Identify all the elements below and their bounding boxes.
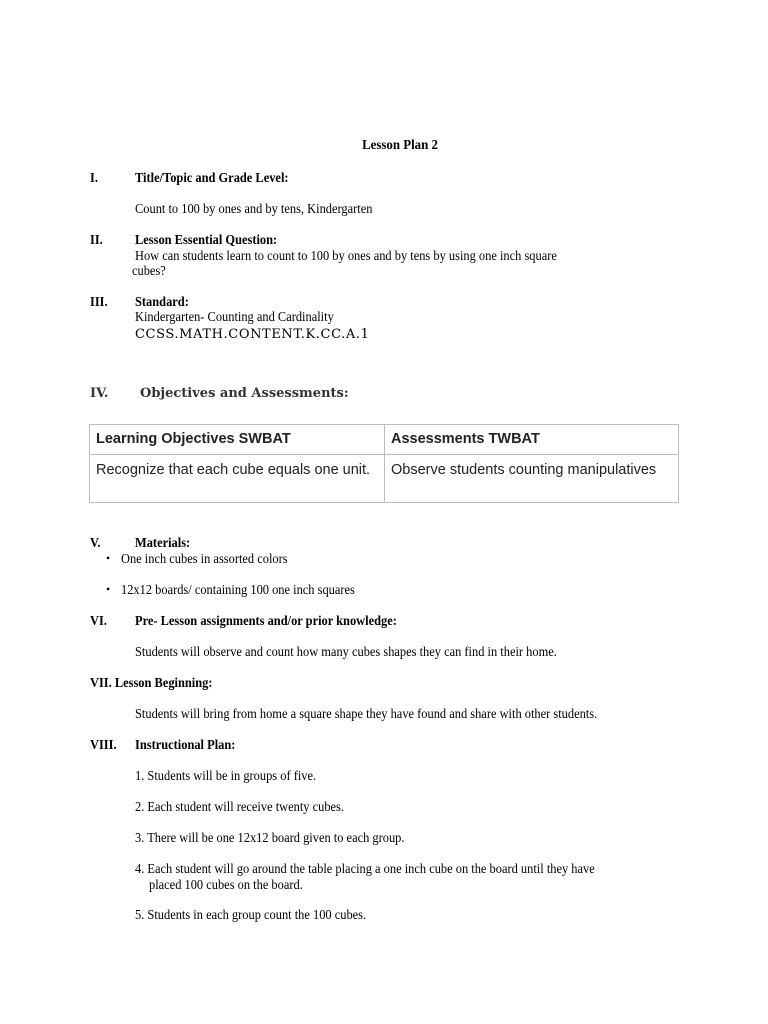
list-item: 1. Students will be in groups of five. (135, 768, 317, 783)
list-item-continuation: placed 100 cubes on the board. (149, 877, 303, 892)
section-1-body: Count to 100 by ones and by tens, Kindergarten (135, 201, 373, 216)
table-cell-objective: Recognize that each cube equals one unit. (90, 455, 385, 503)
section-3-body: Kindergarten- Counting and Cardinality (135, 309, 334, 324)
section-6-number: VI. (90, 613, 107, 628)
table-row (90, 455, 679, 503)
list-item: 2. Each student will receive twenty cubes. (135, 799, 345, 814)
section-2-body-line-2: cubes? (132, 263, 166, 278)
section-8-number: VIII. (90, 737, 117, 752)
section-1-number: I. (90, 170, 98, 185)
table-row (90, 425, 679, 455)
section-4-number: IV. (90, 386, 109, 401)
objectives-table (89, 424, 679, 503)
section-2-number: II. (90, 232, 103, 247)
table-header-objectives: Learning Objectives SWBAT (90, 425, 385, 455)
section-6-body: Students will observe and count how many cubes shapes they can find in their home. (135, 644, 557, 659)
table-cell-assessment: Observe students counting manipulatives (385, 455, 679, 503)
section-5-number: V. (90, 535, 101, 550)
section-1-heading: Title/Topic and Grade Level: (135, 170, 289, 185)
page-title: Lesson Plan 2 (362, 138, 438, 153)
bullet-icon: • (106, 551, 111, 565)
list-item: 12x12 boards/ containing 100 one inch squares (121, 582, 355, 597)
list-item: 4. Each student will go around the table placing a one inch cube on the board until they have (135, 861, 595, 876)
section-3-number: III. (90, 294, 108, 309)
section-4-heading: Objectives and Assessments: (140, 386, 349, 401)
list-item: 3. There will be one 12x12 board given to each group. (135, 830, 405, 845)
section-7-heading: VII. Lesson Beginning: (90, 675, 213, 690)
section-2-heading: Lesson Essential Question: (135, 232, 278, 247)
section-3-heading: Standard: (135, 294, 189, 309)
section-6-heading: Pre- Lesson assignments and/or prior knowledge: (135, 613, 397, 628)
section-2-body-line-1: How can students learn to count to 100 by ones and by tens by using one inch square (135, 248, 557, 263)
table-header-assessments: Assessments TWBAT (385, 425, 679, 455)
section-7-body: Students will bring from home a square shape they have found and share with other students. (135, 706, 598, 721)
list-item: 5. Students in each group count the 100 cubes. (135, 907, 367, 922)
section-5-heading: Materials: (135, 535, 191, 550)
bullet-icon: • (106, 582, 111, 596)
section-8-heading: Instructional Plan: (135, 737, 236, 752)
list-item: One inch cubes in assorted colors (121, 551, 288, 566)
standard-code: CCSS.MATH.CONTENT.K.CC.A.1 (135, 327, 370, 342)
